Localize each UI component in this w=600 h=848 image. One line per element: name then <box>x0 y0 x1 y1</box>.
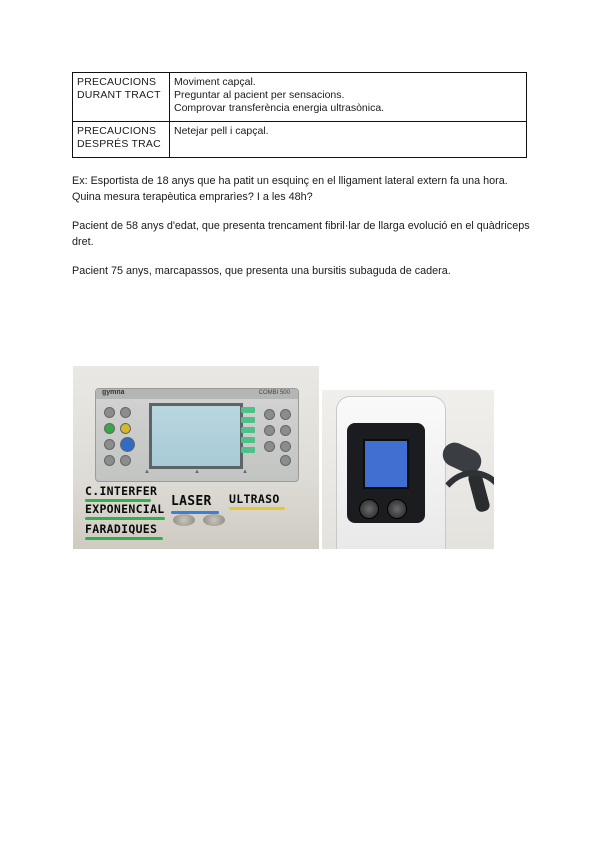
table-row <box>73 122 527 158</box>
exercise-paragraph: Pacient 75 anys, marcapassos, que presenta una bursitis subaguda de cadera. <box>72 265 451 277</box>
content-line: Moviment capçal. <box>174 76 256 88</box>
ultrasound-screen <box>363 439 409 489</box>
content-line: Comprovar transferència energia ultrasònica. <box>174 102 385 114</box>
content-line: Preguntar al pacient per sensacions. <box>174 89 345 101</box>
row-label-line: DESPRÉS TRAC <box>77 138 161 150</box>
ultrasound-knob <box>387 499 407 519</box>
row-label-line: DURANT TRACT <box>77 89 161 101</box>
device-screen <box>149 403 243 469</box>
row-label-line: PRECAUCIONS <box>77 125 157 137</box>
device-knob <box>173 514 195 526</box>
content-line: Netejar pell i capçal. <box>174 125 269 137</box>
green-highlight <box>85 517 165 520</box>
handwritten-label-faradic: FARADIQUES <box>85 522 158 536</box>
yellow-highlight <box>229 507 285 510</box>
ultrasound-device-body <box>336 396 446 549</box>
device-brand: gymna <box>102 389 125 396</box>
handwritten-label-interferential: C.INTERFER <box>85 484 158 498</box>
precautions-table <box>72 72 527 158</box>
handwritten-label-laser: LASER <box>171 494 212 509</box>
device-control-panel: gymna COMBI 500 ▲ ▲ ▲ <box>95 388 299 482</box>
row-label <box>73 73 170 122</box>
green-highlight <box>85 537 163 540</box>
row-content <box>170 122 527 158</box>
device-photo-ultrasound <box>322 390 494 549</box>
device-knob <box>203 514 225 526</box>
row-label-line: PRECAUCIONS <box>77 76 157 88</box>
row-label <box>73 122 170 158</box>
ultrasound-knob <box>359 499 379 519</box>
table-row <box>73 73 527 122</box>
device-photo-combi <box>73 366 319 549</box>
handwritten-label-exponential: EXPONENCIAL <box>85 502 165 516</box>
device-model: COMBI 500 <box>258 390 290 396</box>
row-content <box>170 73 527 122</box>
exercise-paragraph: Pacient de 58 anys d'edat, que presenta trencament fibril·lar de llarga evolució en el quàdriceps dret. <box>72 220 530 248</box>
handwritten-label-ultrasound: ULTRASO <box>229 492 280 506</box>
exercise-paragraph: Ex: Esportista de 18 anys que ha patit un esquinç en el lligament lateral extern fa una hora. Quina mesura terapèutica emprarìes? I a les 48h? <box>72 175 508 203</box>
